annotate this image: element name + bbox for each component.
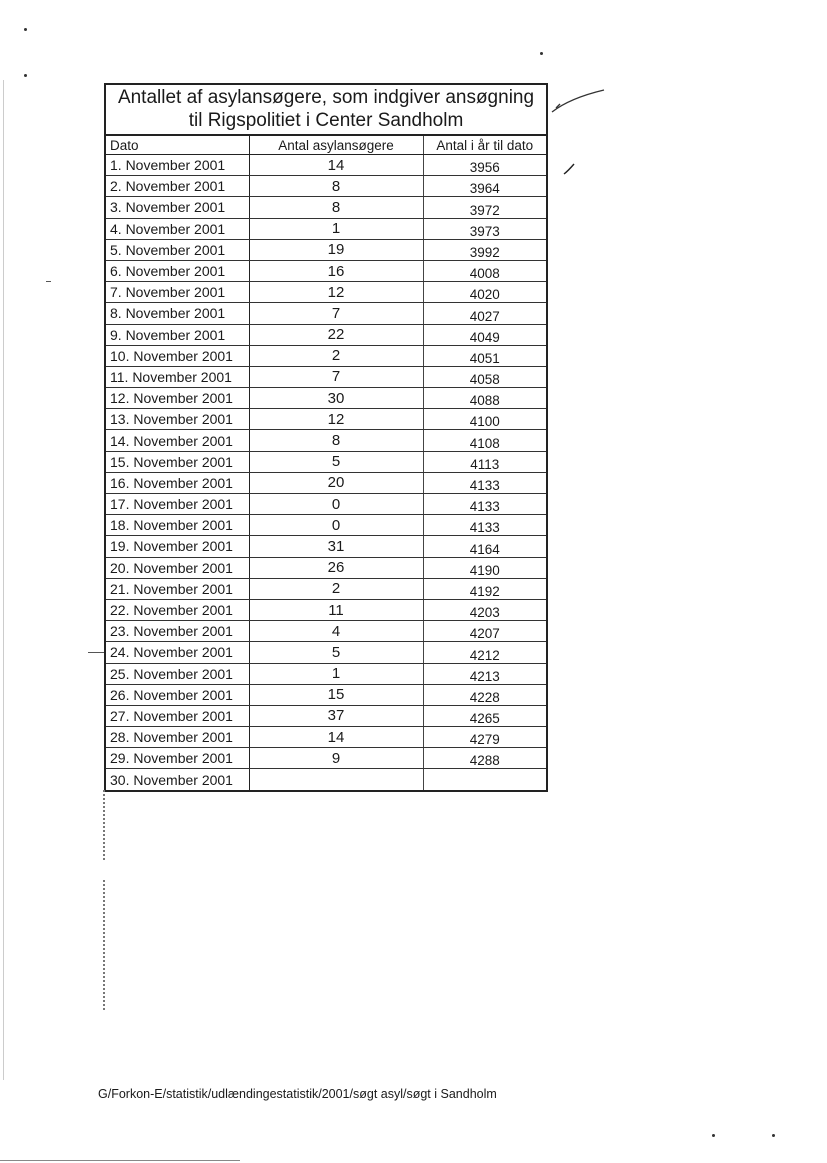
file-path-footer: G/Forkon-E/statistik/udlændingestatistik/2001/søgt asyl/søgt i Sandholm (98, 1087, 497, 1101)
count-cell: 15 (249, 684, 423, 705)
count-cell: 1 (249, 218, 423, 239)
count-cell: 2 (249, 345, 423, 366)
date-cell: 1. November 2001 (106, 155, 249, 176)
total-cell: 4164 (423, 536, 546, 557)
margin-dash (46, 281, 51, 282)
scan-speck (24, 74, 27, 77)
total-cell: 4207 (423, 621, 546, 642)
table-row (106, 218, 546, 239)
table-row (106, 557, 546, 578)
total-cell: 3972 (423, 197, 546, 218)
date-cell: 6. November 2001 (106, 260, 249, 281)
table-row (106, 472, 546, 493)
table-row (106, 578, 546, 599)
dotted-margin-line (103, 880, 105, 1010)
column-header-date: Dato (106, 136, 249, 155)
total-cell: 4203 (423, 599, 546, 620)
count-cell: 5 (249, 642, 423, 663)
date-cell: 30. November 2001 (106, 769, 249, 790)
count-cell: 1 (249, 663, 423, 684)
date-cell: 3. November 2001 (106, 197, 249, 218)
table-row (106, 621, 546, 642)
table-row (106, 324, 546, 345)
table-row (106, 599, 546, 620)
date-cell: 26. November 2001 (106, 684, 249, 705)
total-cell: 4008 (423, 260, 546, 281)
table-row (106, 282, 546, 303)
count-cell: 12 (249, 282, 423, 303)
table-row (106, 303, 546, 324)
date-cell: 22. November 2001 (106, 599, 249, 620)
total-cell: 4288 (423, 748, 546, 769)
table-row (106, 769, 546, 790)
date-cell: 4. November 2001 (106, 218, 249, 239)
total-cell: 4113 (423, 451, 546, 472)
total-cell: 4213 (423, 663, 546, 684)
count-cell: 14 (249, 727, 423, 748)
table-row (106, 705, 546, 726)
column-header-count: Antal asylansøgere (249, 136, 423, 155)
title-line-1: Antallet af asylansøgere, som indgiver ansøgning (117, 87, 535, 108)
table-row (106, 748, 546, 769)
check-mark-icon (562, 162, 576, 176)
count-cell: 4 (249, 621, 423, 642)
table-row (106, 684, 546, 705)
total-cell: 4100 (423, 409, 546, 430)
count-cell: 31 (249, 536, 423, 557)
date-cell: 13. November 2001 (106, 409, 249, 430)
count-cell: 37 (249, 705, 423, 726)
total-cell: 4020 (423, 282, 546, 303)
table-row (106, 727, 546, 748)
table-row (106, 409, 546, 430)
scan-speck (24, 28, 27, 31)
total-cell: 4228 (423, 684, 546, 705)
total-cell: 4027 (423, 303, 546, 324)
table-title (106, 85, 546, 136)
table-row (106, 260, 546, 281)
total-cell: 3964 (423, 176, 546, 197)
date-cell: 11. November 2001 (106, 366, 249, 387)
table-row (106, 451, 546, 472)
statistics-table-frame (104, 83, 548, 792)
total-cell: 3956 (423, 155, 546, 176)
count-cell: 9 (249, 748, 423, 769)
date-cell: 19. November 2001 (106, 536, 249, 557)
table-row (106, 239, 546, 260)
date-cell: 7. November 2001 (106, 282, 249, 303)
date-cell: 16. November 2001 (106, 472, 249, 493)
total-cell: 4133 (423, 494, 546, 515)
date-cell: 10. November 2001 (106, 345, 249, 366)
table-row (106, 642, 546, 663)
total-cell: 4265 (423, 705, 546, 726)
count-cell: 7 (249, 303, 423, 324)
asylum-applications-table (106, 136, 546, 790)
pen-stroke-icon (550, 86, 606, 116)
bottom-edge-line (0, 1160, 240, 1161)
total-cell: 4058 (423, 366, 546, 387)
table-row (106, 345, 546, 366)
count-cell: 8 (249, 430, 423, 451)
total-cell: 4051 (423, 345, 546, 366)
date-cell: 2. November 2001 (106, 176, 249, 197)
margin-dash (88, 652, 104, 653)
table-row (106, 388, 546, 409)
column-header-total: Antal i år til dato (423, 136, 546, 155)
count-cell: 19 (249, 239, 423, 260)
count-cell: 0 (249, 494, 423, 515)
table-row (106, 663, 546, 684)
table-row (106, 515, 546, 536)
count-cell: 8 (249, 197, 423, 218)
scan-speck (772, 1134, 775, 1137)
left-edge-line (3, 80, 4, 1080)
table-row (106, 494, 546, 515)
date-cell: 29. November 2001 (106, 748, 249, 769)
total-cell: 4049 (423, 324, 546, 345)
date-cell: 20. November 2001 (106, 557, 249, 578)
date-cell: 25. November 2001 (106, 663, 249, 684)
date-cell: 23. November 2001 (106, 621, 249, 642)
date-cell: 17. November 2001 (106, 494, 249, 515)
date-cell: 15. November 2001 (106, 451, 249, 472)
count-cell: 11 (249, 599, 423, 620)
count-cell: 5 (249, 451, 423, 472)
title-line-2: til Rigspolitiet i Center Sandholm (188, 110, 464, 131)
date-cell: 28. November 2001 (106, 727, 249, 748)
count-cell: 8 (249, 176, 423, 197)
total-cell: 3973 (423, 218, 546, 239)
total-cell: 4088 (423, 388, 546, 409)
table-row (106, 197, 546, 218)
table-row (106, 155, 546, 176)
date-cell: 18. November 2001 (106, 515, 249, 536)
count-cell: 20 (249, 472, 423, 493)
count-cell: 0 (249, 515, 423, 536)
table-row (106, 536, 546, 557)
date-cell: 14. November 2001 (106, 430, 249, 451)
date-cell: 8. November 2001 (106, 303, 249, 324)
count-cell: 7 (249, 366, 423, 387)
total-cell: 4190 (423, 557, 546, 578)
total-cell: 4133 (423, 472, 546, 493)
count-cell: 26 (249, 557, 423, 578)
date-cell: 21. November 2001 (106, 578, 249, 599)
total-cell: 4279 (423, 727, 546, 748)
count-cell: 14 (249, 155, 423, 176)
count-cell: 2 (249, 578, 423, 599)
count-cell: 22 (249, 324, 423, 345)
count-cell: 12 (249, 409, 423, 430)
table-body (106, 155, 546, 790)
total-cell: 4212 (423, 642, 546, 663)
count-cell: 16 (249, 260, 423, 281)
date-cell: 24. November 2001 (106, 642, 249, 663)
total-cell: 4108 (423, 430, 546, 451)
total-cell (423, 769, 546, 790)
date-cell: 5. November 2001 (106, 239, 249, 260)
date-cell: 12. November 2001 (106, 388, 249, 409)
table-row (106, 430, 546, 451)
date-cell: 27. November 2001 (106, 705, 249, 726)
dotted-margin-line (103, 790, 105, 860)
count-cell (249, 769, 423, 790)
total-cell: 4133 (423, 515, 546, 536)
count-cell: 30 (249, 388, 423, 409)
table-row (106, 176, 546, 197)
table-header-row (106, 136, 546, 155)
total-cell: 3992 (423, 239, 546, 260)
date-cell: 9. November 2001 (106, 324, 249, 345)
scan-speck (712, 1134, 715, 1137)
total-cell: 4192 (423, 578, 546, 599)
scan-speck (540, 52, 543, 55)
table-row (106, 366, 546, 387)
